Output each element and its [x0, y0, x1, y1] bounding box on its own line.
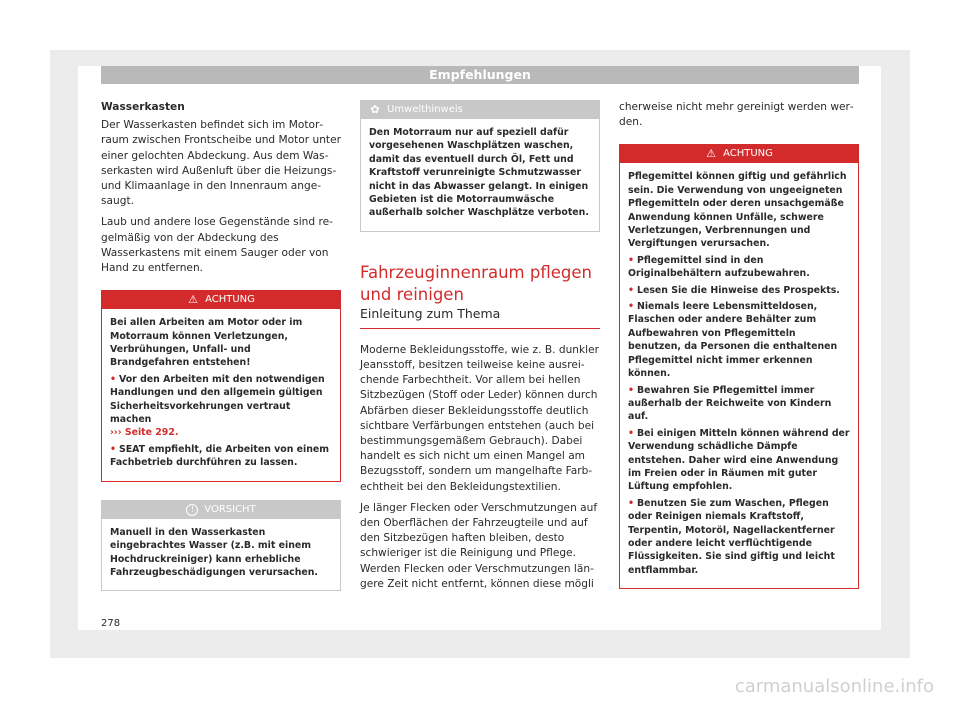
bullet-icon: •	[110, 373, 116, 385]
warning-bullet: • Bei einigen Mitteln können während der Verwendung schädliche Dämpfe entstehen. Daher wird eine Anwendung im Freien oder in Räumen mit guter Lüftung empfohlen.	[628, 427, 850, 493]
section-subtitle: Einleitung zum Thema	[360, 306, 600, 329]
warning-triangle-icon: ⚠	[706, 147, 717, 161]
flower-icon: ✿	[370, 103, 380, 116]
section-header	[360, 262, 600, 329]
bullet-icon: •	[628, 301, 634, 313]
section-heading: Wasserkasten	[101, 101, 185, 113]
watermark: carmanualsonline.info	[734, 676, 934, 697]
column-left	[101, 100, 341, 591]
page-number: 278	[101, 618, 121, 629]
caution-box	[101, 500, 341, 592]
warning-bullet: • Vor den Arbeiten mit den notwendigen Handlungen und den allgemein gültigen Sicherheitsvorkehrungen vertraut machen ››› Seite 292.	[110, 373, 325, 439]
page-header: Empfehlungen	[101, 66, 859, 84]
bullet-icon: •	[628, 427, 634, 439]
warning-bullet: • Lesen Sie die Hinweise des Prospekts.	[628, 284, 840, 296]
bullet-icon: •	[110, 443, 116, 455]
environment-note-body	[361, 119, 599, 231]
warning-bullet: • Niemals leere Lebensmitteldosen, Flaschen oder andere Behälter zum Aufbewahren von Pflegemitteln benutzen, da Personen die enthaltenen Pflegemittel nicht immer erkennen können.	[628, 301, 838, 380]
bullet-icon: •	[628, 254, 634, 266]
warning-box-header	[102, 291, 340, 309]
environment-note-box	[360, 100, 600, 232]
caution-text: Manuell in den Wasserkasten eingebrachtes Wasser (z.B. mit einem Hochdruckreiniger) kann erhebliche Fahrzeugbeschädigungen verursachen.	[110, 526, 318, 578]
column-right	[619, 100, 859, 589]
warning-box-body	[102, 309, 340, 480]
environment-note-label: Umwelthinweis	[387, 104, 463, 115]
warning-box	[101, 290, 341, 481]
caution-box-body	[102, 519, 340, 591]
paragraph: Je länger Flecken oder Verschmutzungen auf den Oberflächen der Fahrzeugteile und auf den Sitzbezügen haften bleiben, desto schwieriger ist die Reinigung und Pflege. Werden Flecken oder Verschmutzungen längere Zeit nicht entfernt, können diese mögli	[360, 501, 598, 590]
warning-label: ACHTUNG	[723, 148, 773, 160]
paragraph: cherweise nicht mehr gereinigt werden werden.	[619, 101, 854, 129]
bullet-icon: •	[628, 497, 634, 509]
page-link[interactable]: ››› Seite 292.	[110, 427, 179, 439]
warning-box-body	[620, 163, 858, 588]
environment-note-header	[361, 101, 599, 119]
paragraph: Moderne Bekleidungsstoffe, wie z. B. dunkler Jeansstoff, besitzen teilweise keine ausreichende Farbechtheit. Vor allem bei hellen Sitzbezügen (Stoff oder Leder) können durch Abfärben dieser Bekleidungsstoffe deutlich sichtbare Verfärbungen entstehen (auch bei bestimmungsgemäßem Gebrauch). Dabei handelt es sich nicht um einen Mangel am Bezugsstoff, sondern um mangelhafte Farbechtheit bei den Bekleidungstextilien.	[360, 343, 599, 493]
paragraph: Laub und andere lose Gegenstände sind regelmäßig von der Abdeckung des Wasserkastens mit einem Sauger oder von Hand zu entfernen.	[101, 216, 333, 275]
warning-bullet: • Pflegemittel sind in den Originalbehältern aufzubewahren.	[628, 254, 810, 280]
caution-label: VORSICHT	[204, 503, 256, 515]
warning-label: ACHTUNG	[205, 294, 255, 306]
warning-box-header	[620, 145, 858, 163]
environment-note-text: Den Motorraum nur auf speziell dafür vorgesehenen Waschplätzen waschen, damit das eventuell durch Öl, Fett und Kraftstoff verunreinigte Schmutzwasser nicht in das Abwasser gelangt. In einigen Gebieten ist die Motorraumwäsche außerhalb solcher Waschplätze verboten.	[369, 127, 589, 219]
warning-intro: Pflegemittel können giftig und gefährlich sein. Die Verwendung von ungeeigneten Pflegemitteln oder deren unsachgemäße Anwendung können Unfälle, schwere Verletzungen, Verbrennungen und Vergiftungen verursachen.	[628, 171, 847, 250]
section-title: Fahrzeuginnenraum pflegen und reinigen	[360, 262, 592, 304]
info-circle-icon: !	[186, 504, 198, 516]
bullet-icon: •	[628, 384, 634, 396]
warning-bullet: • SEAT empfiehlt, die Arbeiten von einem Fachbetrieb durchführen zu lassen.	[110, 443, 330, 469]
column-middle	[360, 100, 600, 598]
warning-triangle-icon: ⚠	[188, 293, 199, 307]
warning-bullet: • Bewahren Sie Pflegemittel immer außerhalb der Reichweite von Kindern auf.	[628, 384, 832, 423]
paragraph: Der Wasserkasten befindet sich im Motorraum zwischen Frontscheibe und Motor unter einer gelochten Abdeckung. Aus dem Wasserkasten wird Außenluft über die Heizungs- und Klimaanlage in den Innenraum angesaugt.	[101, 119, 341, 208]
warning-box	[619, 144, 859, 589]
warning-intro: Bei allen Arbeiten am Motor oder im Motorraum können Verletzungen, Verbrühungen, Unfall- und Brandgefahren entstehen!	[110, 317, 303, 369]
warning-bullet: • Benutzen Sie zum Waschen, Pflegen oder Reinigen niemals Kraftstoff, Terpentin, Motoröl, Nagellackentferner oder andere leicht verflüchtigende Flüssigkeiten. Sie sind giftig und leicht entflammbar.	[628, 497, 835, 576]
bullet-icon: •	[628, 284, 634, 296]
caution-box-header	[102, 501, 340, 519]
